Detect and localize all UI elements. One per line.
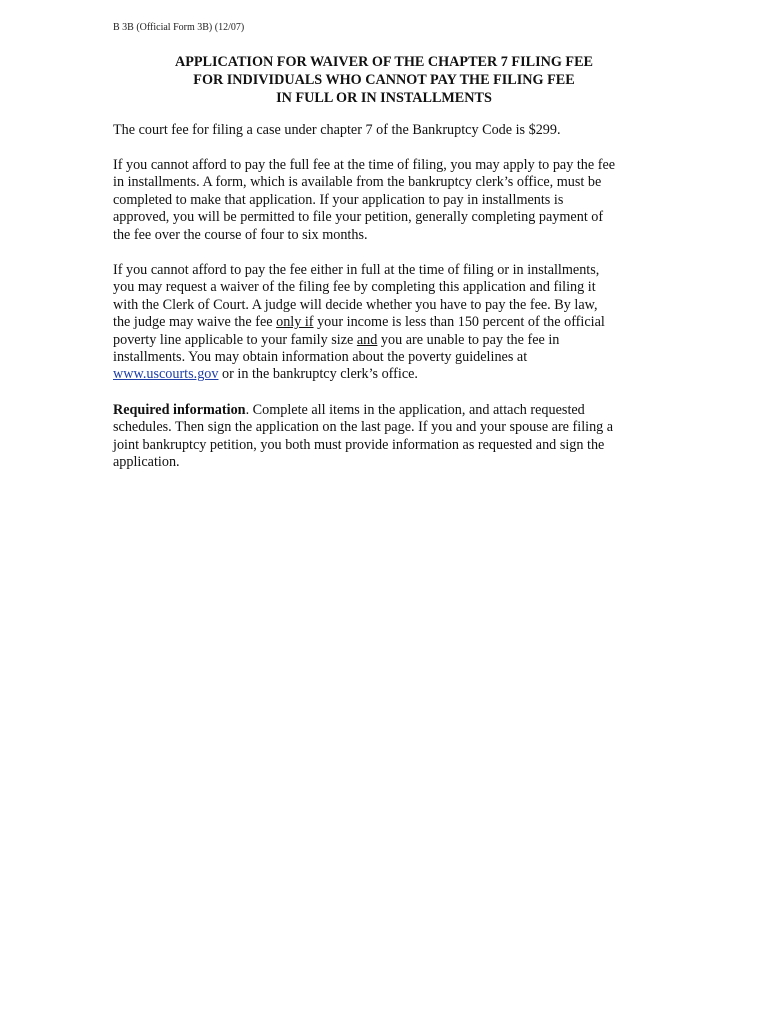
paragraph-required-information	[113, 402, 673, 472]
text-run: poverty line applicable to your family size	[113, 331, 357, 348]
required-information-heading: Required information	[113, 402, 246, 418]
paragraph-fee-amount	[113, 122, 673, 139]
title-line-3: IN FULL OR IN INSTALLMENTS	[276, 90, 492, 106]
paragraph-line: you may request a waiver of the filing fee by completing this application and filing it	[113, 279, 596, 296]
text-run: your income is less than 150 percent of the official	[313, 314, 605, 331]
underlined-text-and: and	[356, 331, 378, 348]
paragraph-line: in installments. A form, which is available from the bankruptcy clerk’s office, must be	[113, 174, 602, 191]
paragraph-line: If you cannot afford to pay the full fee at the time of filing, you may apply to pay the fee	[113, 157, 616, 173]
paragraph-installments	[113, 157, 673, 244]
title-line-2: FOR INDIVIDUALS WHO CANNOT PAY THE FILING FEE	[193, 72, 575, 88]
paragraph-line	[113, 314, 673, 331]
paragraph-line: approved, you will be permitted to file your petition, generally completing payment of	[113, 209, 604, 226]
uscourts-link[interactable]: www.uscourts.gov	[113, 366, 219, 383]
paragraph-line: joint bankruptcy petition, you both must provide information as requested and sign the	[113, 436, 605, 453]
text-run: you are unable to pay the fee in	[377, 331, 560, 348]
document-title	[0, 53, 768, 107]
paragraph-waiver	[113, 262, 673, 384]
paragraph-line: with the Clerk of Court. A judge will decide whether you have to pay the fee. By law,	[113, 296, 598, 313]
title-line-1: APPLICATION FOR WAIVER OF THE CHAPTER 7 FILING FEE	[174, 54, 594, 70]
text-run: or in the bankruptcy clerk’s office.	[218, 366, 418, 383]
paragraph-line	[113, 402, 673, 419]
underlined-text-only-if: only if	[276, 314, 314, 331]
paragraph-line: If you cannot afford to pay the fee either in full at the time of filing or in installments,	[113, 262, 600, 278]
paragraph-line	[113, 366, 673, 383]
paragraph-line: The court fee for filing a case under chapter 7 of the Bankruptcy Code is $299.	[113, 122, 561, 138]
form-identifier: B 3B (Official Form 3B) (12/07)	[113, 22, 245, 33]
paragraph-line	[113, 332, 673, 349]
paragraph-line: installments. You may obtain information about the poverty guidelines at	[113, 349, 528, 366]
paragraph-line: the fee over the course of four to six months.	[113, 226, 368, 243]
text-run: . Complete all items in the application, and attach requested	[245, 402, 585, 418]
paragraph-line: application.	[113, 454, 180, 471]
paragraph-line: completed to make that application. If your application to pay in installments is	[113, 191, 564, 208]
paragraph-line: schedules. Then sign the application on the last page. If you and your spouse are filing a	[113, 419, 614, 436]
text-run: the judge may waive the fee	[113, 314, 277, 331]
